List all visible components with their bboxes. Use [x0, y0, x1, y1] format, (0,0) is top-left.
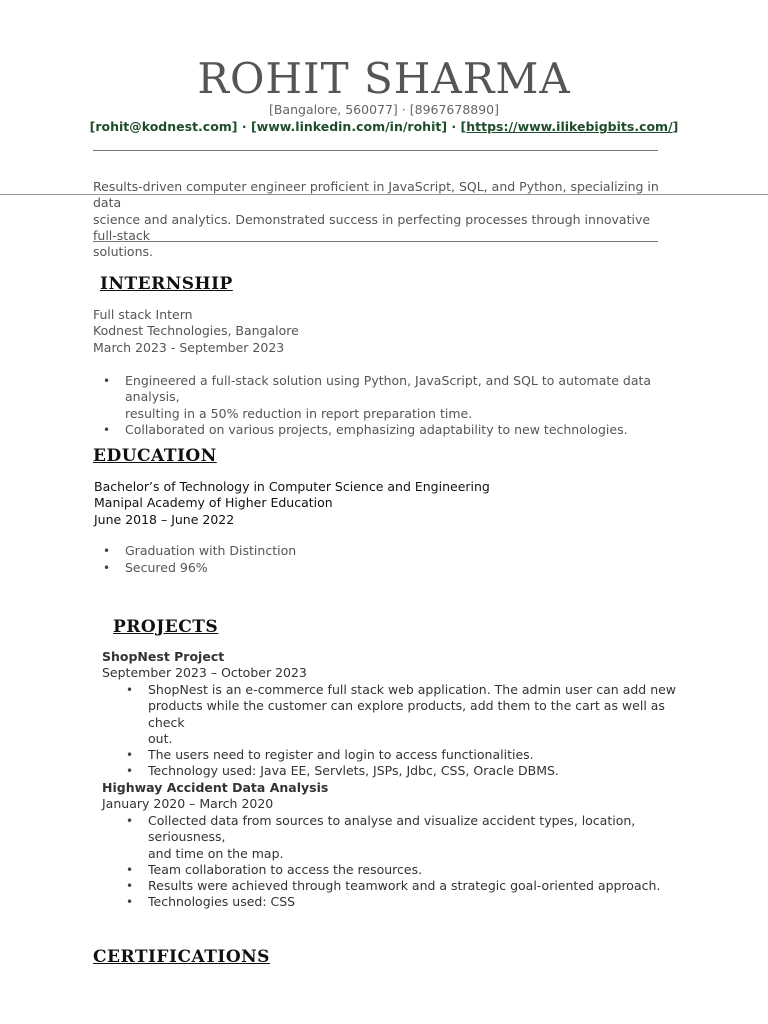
bullet-line: and time on the map. — [148, 845, 284, 861]
education-school: Manipal Academy of Higher Education — [94, 495, 333, 511]
internship-bullets — [103, 373, 685, 438]
project-dates: January 2020 – March 2020 — [102, 796, 274, 812]
email-linkedin-text[interactable]: [rohit@kodnest.com] · [www.linkedin.com/in/rohit] · [ — [89, 119, 467, 134]
project-2-bullets — [126, 813, 688, 911]
bullet-line: Technology used: Java EE, Servlets, JSPs, Jdbc, CSS, Oracle DBMS. — [148, 763, 559, 779]
summary-line: Results-driven computer engineer proficient in JavaScript, SQL, and Python, specializing in data — [93, 179, 659, 211]
list-item: • Technology used: Java EE, Servlets, JSPs, Jdbc, CSS, Oracle DBMS. — [148, 763, 678, 779]
summary-line: science and analytics. Demonstrated success in perfecting processes through innovative full-stack — [93, 211, 651, 243]
summary — [93, 179, 673, 260]
bullet-line: Engineered a full-stack solution using Python, JavaScript, and SQL to automate data analysis, — [125, 373, 652, 405]
bullet-line: resulting in a 50% reduction in report preparation time. — [125, 405, 473, 421]
project-1-bullets — [126, 682, 678, 780]
internship-role: Full stack Intern — [93, 307, 193, 322]
bullet-line: Secured 96% — [125, 560, 208, 576]
bullet-line: out. — [148, 730, 173, 746]
bullet-line: Results were achieved through teamwork and a strategic goal-oriented approach. — [148, 878, 661, 894]
bullet-line: The users need to register and login to access functionalities. — [148, 747, 534, 763]
bullet-line: Graduation with Distinction — [125, 543, 297, 558]
project-title: ShopNest Project — [102, 649, 225, 664]
header-divider — [93, 150, 658, 151]
certifications-heading: CERTIFICATIONS — [93, 947, 270, 967]
internship-heading: INTERNSHIP — [100, 274, 233, 294]
bullet-line: Technologies used: CSS — [148, 894, 296, 910]
list-item: • Graduation with Distinction — [125, 543, 625, 559]
summary-line: solutions. — [93, 244, 153, 260]
bullet-line: ShopNest is an e-commerce full stack web application. The admin user can add new — [148, 682, 677, 697]
education-heading: EDUCATION — [93, 446, 217, 466]
summary-divider — [93, 241, 658, 242]
bullet-line: Collaborated on various projects, emphasizing adaptability to new technologies. — [125, 421, 628, 437]
list-item: • Collected data from sources to analyse and visualize accident types, location, seriousness, and time on the map. — [148, 813, 688, 862]
website-link[interactable]: https://www.ilikebigbits.com/ — [466, 119, 673, 134]
links-line — [0, 119, 768, 135]
bullet-line: Team collaboration to access the resources. — [148, 861, 423, 877]
project-title: Highway Accident Data Analysis — [102, 780, 329, 795]
contact-line: [Bangalore, 560077] · [8967678890] — [268, 102, 500, 117]
candidate-name: ROHIT SHARMA — [197, 54, 571, 103]
list-item: • Results were achieved through teamwork and a strategic goal-oriented approach. — [148, 878, 688, 894]
list-item: • The users need to register and login to access functionalities. — [148, 747, 678, 763]
project-2 — [102, 780, 328, 813]
list-item: • Secured 96% — [125, 560, 625, 576]
list-item: • Team collaboration to access the resources. — [148, 862, 688, 878]
internship-details — [93, 307, 299, 356]
project-dates: September 2023 – October 2023 — [102, 665, 307, 681]
internship-dates: March 2023 - September 2023 — [93, 339, 285, 355]
website-bracket: ] — [672, 119, 679, 134]
education-dates: June 2018 – June 2022 — [94, 511, 235, 527]
internship-company: Kodnest Technologies, Bangalore — [93, 323, 299, 339]
list-item: • Engineered a full-stack solution using Python, JavaScript, and SQL to automate data analysis, resulting in a 50% reduction in report preparation time. — [125, 373, 685, 422]
bullet-line: Collected data from sources to analyse and visualize accident types, location, seriousness, — [148, 813, 636, 845]
education-details — [94, 479, 490, 528]
list-item: • Technologies used: CSS — [148, 894, 688, 910]
bullet-line: products while the customer can explore products, add them to the cart as well as check — [148, 698, 665, 730]
list-item: • Collaborated on various projects, emphasizing adaptability to new technologies. — [125, 422, 685, 438]
projects-heading: PROJECTS — [113, 617, 219, 637]
project-1 — [102, 649, 307, 682]
education-bullets — [103, 543, 625, 577]
list-item: • ShopNest is an e-commerce full stack web application. The admin user can add new products while the customer can explore products, add them to the cart as well as check out. — [126, 682, 677, 746]
education-degree: Bachelor’s of Technology in Computer Science and Engineering — [94, 479, 490, 494]
